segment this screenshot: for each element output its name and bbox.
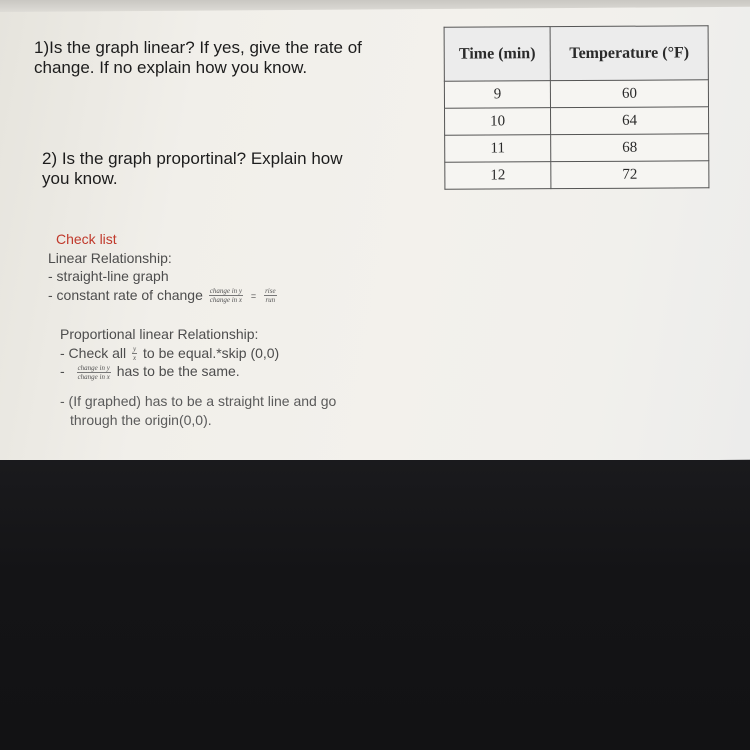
time-temperature-table <box>444 25 710 189</box>
proportional-heading: Proportional linear Relationship: <box>60 326 259 342</box>
cell-temperature: 72 <box>551 161 709 189</box>
fraction-denominator: change in x <box>209 296 243 305</box>
graph-note-line: - (If graphed) has to be a straight line and go <box>60 393 337 410</box>
straight-line-item: - straight-line graph <box>48 268 169 284</box>
fraction-denominator: x <box>133 354 137 363</box>
table-row <box>445 134 709 162</box>
equals-sign: = <box>250 290 257 301</box>
cell-time: 12 <box>445 162 551 190</box>
cell-temperature: 60 <box>550 80 708 108</box>
y-over-x-fraction <box>132 345 137 362</box>
table-header-row <box>444 26 708 81</box>
graph-note-line: through the origin(0,0). <box>70 411 212 428</box>
check-ratio-suffix: to be equal.*skip (0,0) <box>143 344 280 361</box>
dark-screen-area <box>0 460 750 750</box>
same-ratio-suffix: has to be the same. <box>116 363 240 380</box>
change-ratio-fraction <box>209 287 243 304</box>
check-ratio-item <box>60 344 336 363</box>
constant-rate-item <box>48 286 279 306</box>
cell-time: 9 <box>444 81 550 109</box>
change-ratio-fraction <box>77 364 111 381</box>
fraction-numerator: y <box>133 345 137 354</box>
fraction-numerator: change in y <box>77 364 110 373</box>
constant-rate-label: - constant rate of change <box>48 286 203 303</box>
cell-time: 10 <box>445 108 551 136</box>
cell-temperature: 64 <box>551 107 709 135</box>
question-2: 2) Is the graph proportinal? Explain how you know. <box>42 149 343 188</box>
fraction-numerator: rise <box>265 287 276 296</box>
header-temperature: Temperature (°F) <box>550 26 708 81</box>
rise-run-fraction <box>264 287 277 304</box>
linear-heading: Linear Relationship: <box>48 249 172 266</box>
header-time: Time (min) <box>444 27 550 82</box>
check-list-title: Check list <box>56 231 117 247</box>
dash: - <box>60 363 65 380</box>
table-row <box>444 80 708 108</box>
table-row <box>445 107 709 135</box>
proportional-section <box>60 325 336 429</box>
question-1: 1)Is the graph linear? If yes, give the rate of change. If no explain how you know. <box>34 38 362 77</box>
fraction-numerator: change in y <box>209 287 243 296</box>
check-list <box>48 230 279 305</box>
cell-time: 11 <box>445 135 551 163</box>
table-row <box>445 161 709 189</box>
fraction-denominator: change in x <box>77 373 110 382</box>
same-ratio-item <box>60 362 336 381</box>
graph-note <box>60 392 336 429</box>
cell-temperature: 68 <box>551 134 709 162</box>
check-ratio-prefix: - Check all <box>60 344 127 361</box>
fraction-denominator: run <box>265 296 276 305</box>
